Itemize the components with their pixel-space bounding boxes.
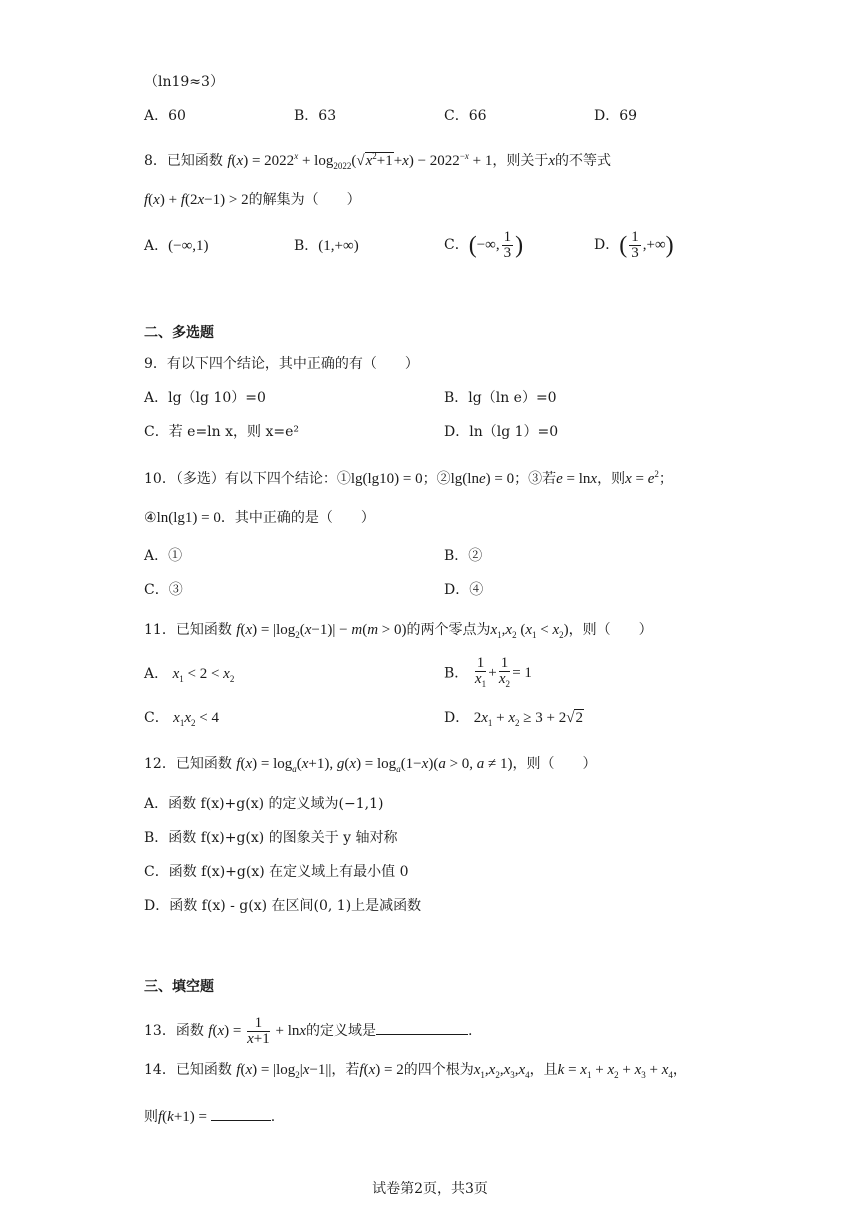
q14-line2: [144, 1106, 275, 1127]
q8-option-c-label: C．: [444, 236, 469, 253]
q14-k: $k = x_1 + x_2 + x_3 + x_4$: [557, 1062, 673, 1080]
q14-mid2: 的四个根为: [403, 1062, 474, 1078]
q14-number: 14．: [144, 1062, 176, 1078]
q10-stem-b: ；②: [422, 471, 451, 487]
page-footer: 试卷第2页，共3页: [372, 1181, 488, 1197]
q12-option-b[interactable]: B．函数 f(x)+g(x) 的图象关于 y 轴对称: [144, 830, 398, 846]
q11-tail: ，则（ ）: [568, 622, 653, 638]
q11-option-b-math: $\frac{1}{x_1}$ + $\frac{1}{x_2}$ = 1: [474, 655, 532, 689]
q8-option-a-math: (−∞,1): [168, 238, 209, 254]
q13-tail: 的定义域是: [306, 1022, 377, 1039]
q9-option-b[interactable]: B．lg（ln e）=0: [444, 390, 557, 406]
q14-mid3: ，且: [529, 1062, 558, 1078]
q7-hint: （ln19≈3）: [144, 74, 224, 90]
q14-intro: 已知函数: [175, 1062, 232, 1078]
q14-eq: f(x) = 2: [359, 1062, 404, 1078]
q10-stem-line2: [144, 508, 375, 528]
q11-function: $f(x) = |\log_2(x-1)| - m(m > 0)$: [236, 622, 407, 640]
q10-math-2: lg(lne) = 0: [450, 471, 515, 487]
q11-option-a-label: A．: [144, 666, 169, 682]
q11-option-c[interactable]: [144, 708, 219, 733]
q10-line2-b: ．其中正确的是（ ）: [220, 510, 375, 526]
q11-option-c-math: $x_1x_2 < 4$: [173, 710, 219, 728]
q12-option-c[interactable]: C．函数 f(x)+g(x) 在定义域上有最小值 0: [144, 864, 409, 880]
q8-ineq-math: f(x) + f(2x−1) > 2: [144, 192, 249, 208]
q8-function: $f(x) = 2022^x + \log_{2022}(√x^2+1+x) - 2022^{-x} + 1$: [227, 151, 493, 171]
q8-intro: 已知函数: [166, 153, 223, 169]
q8-option-b-label: B．: [294, 238, 319, 254]
q10-math-4: $x = e^2$: [625, 469, 659, 487]
q10-math-3: e = lnx: [556, 471, 598, 487]
q12-functions: $f(x) = \log_a(x+1)$, $g(x) = \log_a(1-x)(a > 0$, a ≠ 1): [236, 756, 513, 774]
q14-answer-blank[interactable]: [211, 1106, 271, 1121]
q8-inequality: [144, 190, 361, 210]
q14-function: $f(x) = |\log_2|x-1||$: [236, 1062, 332, 1080]
q8-ineq-tail: 的解集为（ ）: [248, 192, 361, 208]
q13-number: 13．: [144, 1022, 176, 1039]
q10-math-1: lg(lg10) = 0: [350, 471, 423, 487]
q8-option-a[interactable]: [144, 236, 209, 256]
q8-option-c[interactable]: [444, 230, 523, 261]
q12-option-a[interactable]: A．函数 f(x)+g(x) 的定义域为(−1,1): [144, 796, 384, 812]
q12-stem: [144, 754, 597, 779]
q7-option-a[interactable]: A．60: [144, 108, 186, 124]
q13-answer-blank[interactable]: [376, 1020, 468, 1035]
q7-option-c[interactable]: C．66: [444, 108, 487, 124]
q10-option-b[interactable]: B．②: [444, 548, 483, 564]
q8-option-a-label: A．: [144, 238, 169, 254]
q13-stem: [144, 1016, 473, 1047]
q7-option-d[interactable]: D．69: [594, 108, 638, 124]
q8-option-c-math: (−∞, $\frac{1}{3}$ ): [468, 229, 524, 261]
q8-tail: ，则关于: [492, 153, 549, 169]
q8-var: x: [548, 153, 556, 169]
q8-option-d[interactable]: [594, 230, 674, 261]
section-2-heading: 二、多选题: [144, 325, 214, 341]
q14-end: ，: [672, 1062, 687, 1078]
q11-stem: [144, 620, 653, 645]
q12-option-d[interactable]: D．函数 f(x) - g(x) 在区间(0, 1)上是减函数: [144, 898, 422, 914]
q14-stem: [144, 1060, 687, 1085]
q8-stem: [144, 146, 611, 176]
q13-end: .: [468, 1022, 473, 1039]
q14-mid: ，若: [331, 1062, 360, 1078]
q11-option-d-label: D．: [444, 710, 470, 726]
q7-option-b[interactable]: B．63: [294, 108, 337, 124]
q11-mid: 的两个零点为: [406, 622, 491, 638]
q12-tail: ，则（ ）: [512, 756, 597, 772]
q8-option-b[interactable]: [294, 236, 359, 256]
q12-number: 12．: [144, 756, 176, 772]
q9-option-d[interactable]: D．ln（lg 1）=0: [444, 424, 559, 440]
q11-option-d[interactable]: [444, 708, 584, 733]
q14-line2-end: .: [270, 1109, 276, 1125]
q8-number: 8．: [144, 153, 167, 169]
q11-option-b-label: B．: [444, 665, 469, 682]
q10-math-5: ln(lg1) = 0: [156, 510, 221, 526]
q8-option-d-label: D．: [594, 236, 620, 253]
q9-option-a[interactable]: A．lg（lg 10）=0: [144, 390, 266, 406]
q14-fk: f(k+1) =: [158, 1109, 211, 1125]
q13-function: f(x) = $\frac{1}{x+1}$ + lnx: [208, 1015, 307, 1047]
q8-option-d-math: ( $\frac{1}{3}$ ,+∞): [619, 229, 674, 261]
q14-line2-text: 则: [144, 1109, 158, 1125]
q11-option-a-math: $x_1 < 2 < x_2$: [172, 666, 235, 684]
q10-stem: [144, 464, 673, 489]
q10-line2-a: ④: [144, 510, 157, 526]
section-3-heading: 三、填空题: [144, 979, 214, 995]
q11-option-c-label: C．: [144, 710, 169, 726]
q9-option-c[interactable]: C．若 e=ln x，则 x=e²: [144, 424, 299, 440]
q11-number: 11．: [144, 622, 176, 638]
q11-option-b[interactable]: [444, 656, 532, 692]
q10-stem-e: ；: [658, 471, 673, 487]
q10-option-c[interactable]: C．③: [144, 582, 183, 598]
q10-option-d[interactable]: D．④: [444, 582, 484, 598]
q12-intro: 已知函数: [175, 756, 232, 772]
q11-zeros: $x_1,x_2$ $(x_1 < x_2)$: [490, 622, 569, 640]
q14-roots: $x_1,x_2,x_3,x_4$: [473, 1062, 530, 1080]
q8-tail2: 的不等式: [555, 153, 612, 169]
q10-stem-a: 10．（多选）有以下四个结论：①: [144, 471, 351, 487]
q10-option-a[interactable]: A．①: [144, 548, 183, 564]
q11-option-d-math: $2x_1 + x_2 \ge 3 + 2√2$: [473, 710, 583, 728]
q13-intro: 函数: [175, 1022, 204, 1039]
q8-option-b-math: (1,+∞): [318, 238, 359, 254]
q10-stem-d: ，则: [597, 471, 626, 487]
q11-option-a[interactable]: [144, 664, 234, 689]
q11-intro: 已知函数: [175, 622, 232, 638]
q10-stem-c: ；③若: [514, 471, 557, 487]
q9-stem: 9．有以下四个结论，其中正确的有（ ）: [144, 356, 419, 372]
